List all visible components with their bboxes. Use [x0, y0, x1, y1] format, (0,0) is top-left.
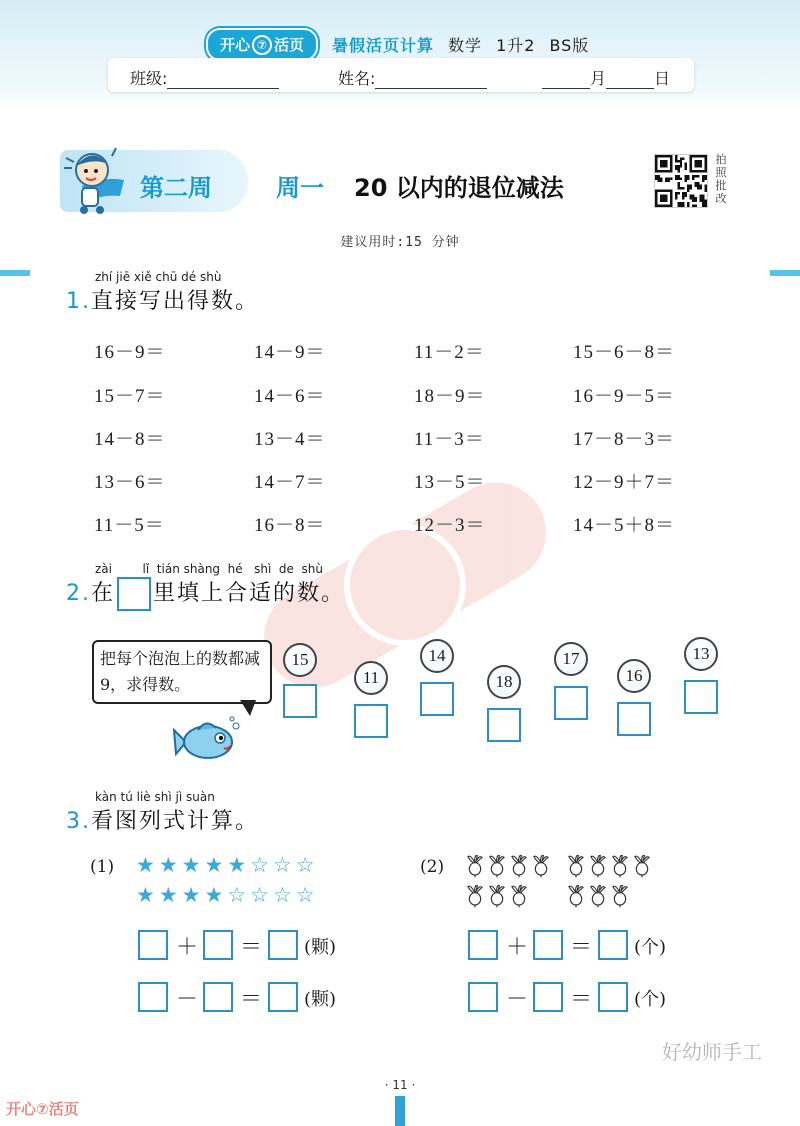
grade: 1升2: [496, 36, 536, 55]
number-bubble: 16: [617, 659, 651, 693]
radish-group-a-top: [466, 854, 550, 878]
star-hollow-icon: ☆: [250, 883, 273, 907]
problem-2-label: (2): [420, 857, 445, 877]
radish-icon: [589, 884, 607, 908]
expression: 12－3＝: [414, 515, 486, 536]
answer-box[interactable]: [617, 702, 651, 736]
expression: 15－7＝: [94, 386, 166, 407]
star-row-1: [136, 852, 319, 878]
star-hollow-icon: ☆: [272, 883, 296, 907]
q1-text: 直接写出得数。: [91, 289, 260, 314]
expression: 17－8－3＝: [573, 429, 676, 450]
q2-number: 2.: [66, 581, 91, 606]
footer-logo: 开心⑦活页: [6, 1100, 79, 1118]
number-bubble: 17: [554, 642, 588, 676]
problem-1-label: (1): [90, 857, 115, 877]
q3-text: 看图列式计算。: [91, 809, 260, 834]
answer-box[interactable]: [138, 930, 168, 960]
radish-icon: [466, 884, 484, 908]
expression: 16－9－5＝: [573, 386, 676, 407]
week-label: 第二周: [140, 174, 212, 202]
suggested-time: 建议用时:15 分钟: [340, 235, 460, 250]
equals-sign: ＝: [240, 934, 263, 959]
answer-box[interactable]: [487, 708, 521, 742]
plus-sign: ＋: [506, 934, 529, 959]
expression: 13－5＝: [414, 472, 486, 493]
expression: 15－6－8＝: [573, 342, 676, 363]
expression: 11－5＝: [94, 515, 165, 536]
answer-box[interactable]: [354, 704, 388, 738]
answer-box[interactable]: [203, 982, 233, 1012]
star-hollow-icon: ☆: [295, 853, 319, 877]
student-info-bar: [108, 58, 694, 92]
expression: 13－4＝: [254, 429, 326, 450]
radish-icon: [510, 854, 528, 878]
q1-pinyin: zhí jiē xiě chū dé shù: [95, 270, 222, 284]
answer-box[interactable]: [554, 686, 588, 720]
series-name: 暑假活页计算: [332, 36, 435, 55]
number-bubble: 13: [684, 637, 718, 671]
radish-icon: [488, 854, 506, 878]
radish-icon: [567, 854, 585, 878]
brand-row: [206, 28, 589, 61]
star-row-2: [136, 882, 319, 908]
plus-sign: ＋: [176, 934, 199, 959]
brand-ring: ⑦: [252, 35, 272, 55]
answer-box[interactable]: [420, 682, 454, 716]
answer-box[interactable]: [138, 982, 168, 1012]
answer-box[interactable]: [468, 982, 498, 1012]
radish-group-b-bottom: [567, 884, 629, 908]
star-hollow-icon: ☆: [272, 853, 296, 877]
number-bubble: 14: [420, 639, 454, 673]
day-label: 周一: [276, 174, 324, 202]
mascot-icon: [62, 140, 132, 214]
brand-text: 开心: [220, 36, 251, 54]
q3-heading: [66, 804, 259, 835]
star-hollow-icon: ☆: [250, 853, 273, 877]
radish-icon: [466, 854, 484, 878]
radish-icon: [589, 854, 607, 878]
brand-text-end: 活页: [274, 36, 305, 54]
equals-sign: ＝: [240, 986, 263, 1011]
answer-box[interactable]: [598, 982, 628, 1012]
unit-label: (颗): [304, 937, 337, 958]
class-field[interactable]: 班级:: [130, 66, 279, 89]
speech-bubble-tail: [240, 700, 256, 716]
expression: 12－9＋7＝: [573, 472, 676, 493]
answer-box[interactable]: [468, 930, 498, 960]
expression: 14－8＝: [94, 429, 166, 450]
star-filled-icon: ★: [204, 883, 228, 907]
answer-box[interactable]: [268, 930, 298, 960]
minus-sign: －: [506, 986, 529, 1011]
q2-example-box: [117, 577, 151, 611]
expression: 13－6＝: [94, 472, 166, 493]
star-filled-icon: ★: [158, 883, 182, 907]
qr-code-icon[interactable]: [654, 154, 708, 208]
q3-number: 3.: [66, 809, 91, 834]
q1-heading: [66, 284, 259, 315]
radish-icon: [532, 854, 550, 878]
q2-text-after: 里填上合适的数。: [153, 581, 346, 606]
qr-side-text: 拍 照 批 改: [715, 153, 727, 205]
radish-icon: [633, 854, 651, 878]
star-filled-icon: ★: [181, 853, 205, 877]
answer-box[interactable]: [598, 930, 628, 960]
radish-icon: [611, 854, 629, 878]
expression: 11－2＝: [414, 342, 485, 363]
unit-label: (个): [634, 989, 667, 1010]
radish-group-a-bottom: [466, 884, 528, 908]
radish-icon: [611, 884, 629, 908]
radish-icon: [567, 884, 585, 908]
star-filled-icon: ★: [181, 883, 205, 907]
date-field[interactable]: 月 日: [542, 66, 670, 89]
fish-icon: [172, 716, 242, 766]
expression: 14－9＝: [254, 342, 326, 363]
page-bar: [395, 1096, 405, 1126]
q2-heading: [66, 576, 345, 611]
answer-box[interactable]: [268, 982, 298, 1012]
star-hollow-icon: ☆: [295, 883, 319, 907]
unit-label: (颗): [304, 989, 337, 1010]
star-filled-icon: ★: [158, 853, 182, 877]
equals-sign: ＝: [570, 986, 593, 1011]
radish-group-b-top: [567, 854, 651, 878]
expression: 14－7＝: [254, 472, 326, 493]
equals-sign: ＝: [570, 934, 593, 959]
number-bubble: 18: [487, 665, 521, 699]
minus-sign: －: [176, 986, 199, 1011]
star-filled-icon: ★: [227, 853, 251, 877]
page-number: · 11 ·: [384, 1078, 416, 1092]
answer-box[interactable]: [533, 930, 563, 960]
answer-box[interactable]: [533, 982, 563, 1012]
edition: BS版: [549, 36, 590, 55]
lesson-title: 20 以内的退位减法: [354, 174, 564, 202]
expression: 18－9＝: [414, 386, 486, 407]
answer-box[interactable]: [684, 680, 718, 714]
q2-text-before: 在: [91, 581, 116, 606]
subject: 数学: [448, 36, 483, 55]
expression: 11－3＝: [414, 429, 485, 450]
answer-box[interactable]: [283, 684, 317, 718]
q1-number: 1.: [66, 289, 91, 314]
right-edge-mark: [770, 270, 800, 276]
expression: 14－5＋8＝: [573, 515, 676, 536]
brand-logo: [206, 28, 318, 61]
number-bubble: 11: [354, 661, 388, 695]
left-edge-mark: [0, 270, 30, 276]
radish-icon: [510, 884, 528, 908]
star-filled-icon: ★: [136, 883, 159, 907]
answer-box[interactable]: [203, 930, 233, 960]
star-hollow-icon: ☆: [227, 883, 251, 907]
expression: 16－8＝: [254, 515, 326, 536]
star-filled-icon: ★: [204, 853, 228, 877]
name-field[interactable]: 姓名:: [338, 66, 487, 89]
expression: 14－6＝: [254, 386, 326, 407]
number-bubble: 15: [283, 643, 317, 677]
q3-pinyin: kàn tú liè shì jì suàn: [95, 790, 215, 804]
watermark-text: 好幼师手工: [662, 1040, 762, 1064]
q2-pinyin: zài lǐ tián shàng hé shì de shù: [95, 562, 324, 576]
radish-icon: [488, 884, 506, 908]
expression: 16－9＝: [94, 342, 166, 363]
unit-label: (个): [634, 937, 667, 958]
speech-bubble: 把每个泡泡上的数都减 9，求得数。: [92, 640, 272, 704]
star-filled-icon: ★: [136, 853, 159, 877]
